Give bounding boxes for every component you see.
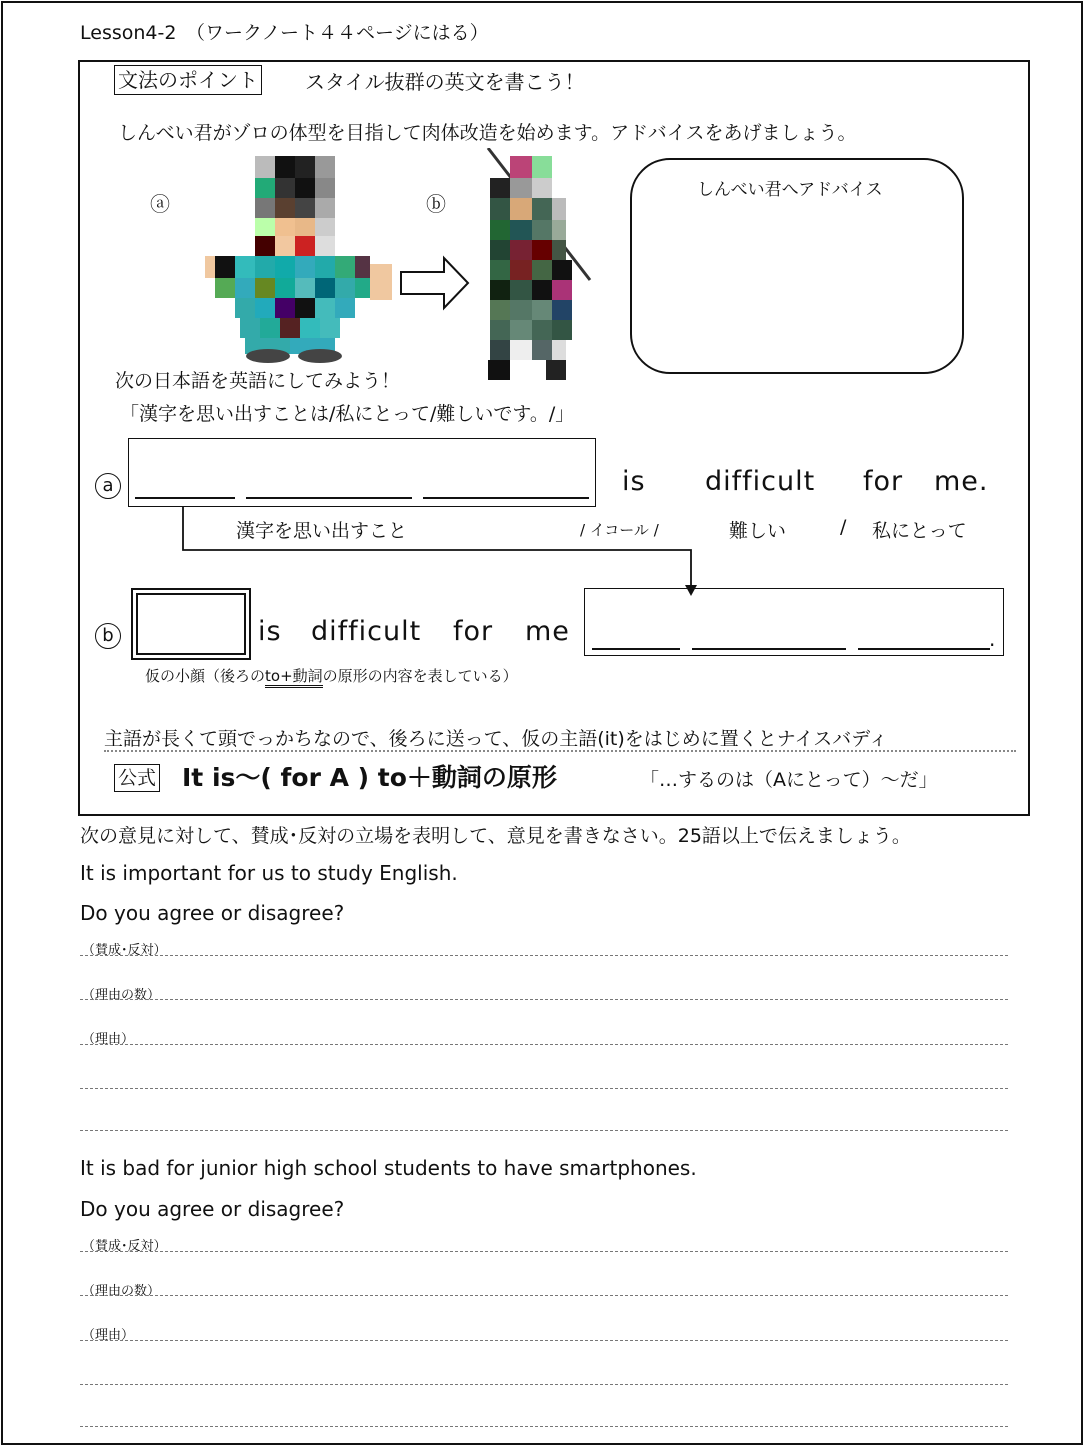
q2-reason-label: （理由） <box>82 1328 135 1343</box>
label-b: ⓑ <box>426 192 446 216</box>
zoro-illustration <box>480 148 594 384</box>
note-after: の原形の内容を表している） <box>322 667 518 685</box>
q1-count-line[interactable] <box>80 999 1008 1000</box>
q2-reason-line-2[interactable] <box>80 1384 1008 1385</box>
row-a-blank-3[interactable] <box>423 497 589 499</box>
label-a: ⓐ <box>150 192 170 216</box>
summary-underline <box>104 750 1016 752</box>
q1-reason-line-2[interactable] <box>80 1088 1008 1089</box>
row-b-circle: b <box>95 623 121 649</box>
row-b-answer-box[interactable] <box>584 588 1004 656</box>
q1-reason-label: （理由） <box>82 1032 135 1047</box>
q2-stance-label: （賛成･反対） <box>82 1239 167 1254</box>
translate-prompt: 次の日本語を英語にしてみよう！ <box>115 370 401 392</box>
formula-meaning: 「…するのは（Aにとって）～だ」 <box>640 769 938 791</box>
summary-text: 主語が長くて頭でっかちなので、後ろに送って、仮の主語(it)をはじめに置くとナイスバディ <box>104 728 888 750</box>
gloss-subject: 漢字を思い出すこと <box>236 520 408 542</box>
row-a-blank-1[interactable] <box>135 497 235 499</box>
grammar-point-label: 文法のポイント <box>114 65 262 95</box>
row-b-note <box>145 665 518 686</box>
grammar-point-title: スタイル抜群の英文を書こう！ <box>305 70 585 94</box>
row-a-blank-2[interactable] <box>246 497 412 499</box>
advice-title: しんべい君へアドバイス <box>697 180 883 200</box>
q2-count-label: （理由の数） <box>82 1284 161 1299</box>
intro-text: しんべい君がゾロの体型を目指して肉体改造を始めます。アドバイスをあげましょう。 <box>118 122 857 144</box>
row-b-word-difficult: difficult <box>311 616 422 647</box>
q2-question: Do you agree or disagree? <box>80 1197 345 1221</box>
row-a-word-is: is <box>622 466 646 497</box>
gloss-equal: / イコール / <box>580 521 659 539</box>
formula-label: 公式 <box>114 764 160 792</box>
gloss-slash: / <box>840 516 847 538</box>
row-b-word-me: me <box>525 616 570 647</box>
row-b-blank-1[interactable] <box>592 648 680 650</box>
formula: It is～( for A ) to＋動詞の原形 <box>182 763 557 792</box>
move-arrow-icon <box>180 507 700 599</box>
row-a-word-for: for <box>863 466 904 497</box>
shinbei-illustration <box>200 152 400 366</box>
q1-stance-label: （賛成･反対） <box>82 943 167 958</box>
q2-reason-line-3[interactable] <box>80 1426 1008 1427</box>
translate-sentence: 「漢字を思い出すことは/私にとって/難しいです。/」 <box>120 403 575 425</box>
gloss-for-me: 私にとって <box>872 520 967 542</box>
q1-question: Do you agree or disagree? <box>80 901 345 925</box>
q2-reason-line-1[interactable] <box>80 1340 1008 1341</box>
q2-statement: It is bad for junior high school students to have smartphones. <box>80 1156 697 1180</box>
row-b-blank-3[interactable] <box>858 648 990 650</box>
grammar-point-label-wrap <box>114 64 262 93</box>
q1-statement: It is important for us to study English. <box>80 861 458 885</box>
formula-label-wrap <box>114 763 160 790</box>
row-a-circle: a <box>95 473 121 499</box>
row-b-subject-box[interactable] <box>136 593 246 655</box>
q2-count-line[interactable] <box>80 1295 1008 1296</box>
right-arrow-icon <box>398 254 472 312</box>
page-header: Lesson4-2 （ワークノート４４ページにはる） <box>80 22 489 44</box>
opinion-instruction: 次の意見に対して、賛成･反対の立場を表明して、意見を書きなさい。25語以上で伝えましょう。 <box>80 825 911 847</box>
q1-stance-line[interactable] <box>80 955 1008 956</box>
note-underlined: to+動詞 <box>265 667 323 688</box>
q1-reason-line-1[interactable] <box>80 1044 1008 1045</box>
row-a-word-me: me. <box>934 466 989 497</box>
note-before: 仮の小顔（後ろの <box>145 667 266 685</box>
row-b-word-for: for <box>453 616 494 647</box>
q2-stance-line[interactable] <box>80 1251 1008 1252</box>
q1-count-label: （理由の数） <box>82 988 161 1003</box>
row-b-blank-2[interactable] <box>692 648 846 650</box>
gloss-difficult: 難しい <box>729 520 787 542</box>
row-b-word-is: is <box>258 616 282 647</box>
q1-reason-line-3[interactable] <box>80 1130 1008 1131</box>
row-a-word-difficult: difficult <box>705 466 816 497</box>
row-b-period: . <box>989 627 996 651</box>
